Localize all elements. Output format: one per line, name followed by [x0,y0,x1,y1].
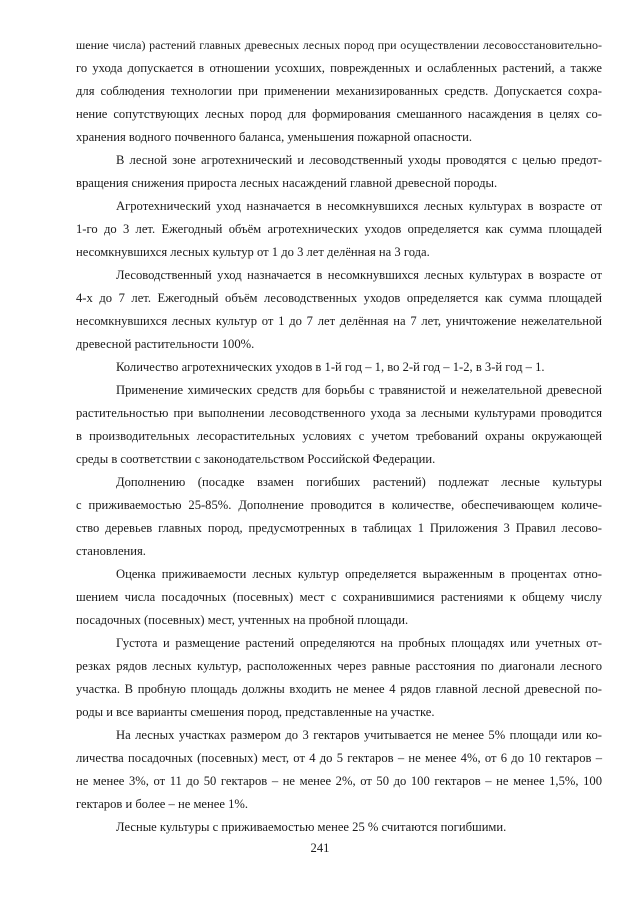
text-line: го ухода допускается в отношении усохших, поврежденных и ослабленных растений, а также [76,61,602,75]
text-line: Дополнению (посадке взамен погибших растений) подлежат лесные культуры [116,475,602,489]
paragraph [76,356,602,379]
paragraph [76,379,602,471]
text-line: Агротехнический уход назначается в несомкнувшихся лесных культурах в возрасте от [116,199,602,213]
text-line: для соблюдения технологии при применении механизированных средств. Допускается сохра- [76,84,602,98]
text-line: гектаров и более – не менее 1%. [76,797,249,811]
text-line: Лесные культуры с приживаемостью менее 25 % считаются погибшими. [116,820,507,834]
text-line: участка. В пробную площадь должны входить не менее 4 рядов главной лесной древесной по- [76,682,602,696]
text-line: хранения водного почвенного баланса, уменьшения пожарной опасности. [76,130,473,144]
paragraph [76,149,602,195]
text-line: посадочных (посевных) мест, учтенных на пробной площади. [76,613,409,627]
paragraph [76,816,602,839]
page-number: 241 [310,841,330,855]
text-line: нение сопутствующих лесных пород для формирования смешанного насаждения в целях со- [76,107,602,121]
text-line: Оценка приживаемости лесных культур определяется выраженным в процентах отно- [116,567,602,581]
text-line: ство деревьев главных пород, предусмотренных в таблицах 1 Приложения 3 Правил лесово- [76,521,602,535]
paragraph [76,724,602,816]
text-line: роды и все варианты смешения пород, представленные на участке. [76,705,435,719]
paragraph [76,632,602,724]
text-line: 1-го до 3 лет. Ежегодный объём агротехнических уходов определяется как сумма площадей [76,222,602,236]
text-line: не менее 3%, от 11 до 50 гектаров – не менее 2%, от 50 до 100 гектаров – не менее 1,5%, 100 [76,774,602,788]
text-line: с приживаемостью 25-85%. Дополнение проводится в количестве, обеспечивающем количе- [76,498,602,512]
text-line: несомкнувшихся лесных культур от 1 до 7 лет делённая на 7 лет, уничтожение нежелательной [76,314,602,328]
body-text [76,34,602,839]
text-line: Количество агротехнических уходов в 1-й год – 1, во 2-й год – 1-2, в 3-й год – 1. [116,360,545,374]
text-line: древесной растительности 100%. [76,337,255,351]
text-line: несомкнувшихся лесных культур от 1 до 3 лет делённая на 3 года. [76,245,430,259]
text-line: шением числа посадочных (посевных) мест с сохранившимися растениями к общему числу [76,590,602,604]
text-line: На лесных участках размером до 3 гектаров учитывается не менее 5% площади или ко- [116,728,602,742]
text-line: личества посадочных (посевных) мест, от 4 до 5 гектаров – не менее 4%, от 6 до 10 гектаров – [76,751,602,765]
paragraph [76,34,602,149]
text-line: в производительных лесорастительных условиях с учетом требований охраны окружающей [76,429,602,443]
text-line: вращения снижения прироста лесных насаждений главной древесной породы. [76,176,498,190]
paragraph [76,264,602,356]
text-line: 4-х до 7 лет. Ежегодный объём лесоводственных уходов определяется как сумма площадей [76,291,602,305]
text-line: Применение химических средств для борьбы с травянистой и нежелательной древесной [116,383,602,397]
paragraph [76,471,602,563]
text-line: растительностью при выполнении лесоводственного ухода за лесными культурами проводится [76,406,602,420]
text-line: резках рядов лесных культур, расположенных через равные расстояния по диагонали лесного [76,659,602,673]
text-line: Лесоводственный уход назначается в несомкнувшихся лесных культурах в возрасте от [116,268,602,282]
text-line: становления. [76,544,146,558]
text-line: Густота и размещение растений определяются на пробных площадях или учетных от- [116,636,602,650]
text-line: В лесной зоне агротехнический и лесоводственный уходы проводятся с целью предот- [116,153,602,167]
text-line: среды в соответствии с законодательством Российской Федерации. [76,452,436,466]
paragraph [76,195,602,264]
paragraph [76,563,602,632]
text-line: шение числа) растений главных древесных лесных пород при осуществлении лесовосстановительно- [76,38,602,52]
